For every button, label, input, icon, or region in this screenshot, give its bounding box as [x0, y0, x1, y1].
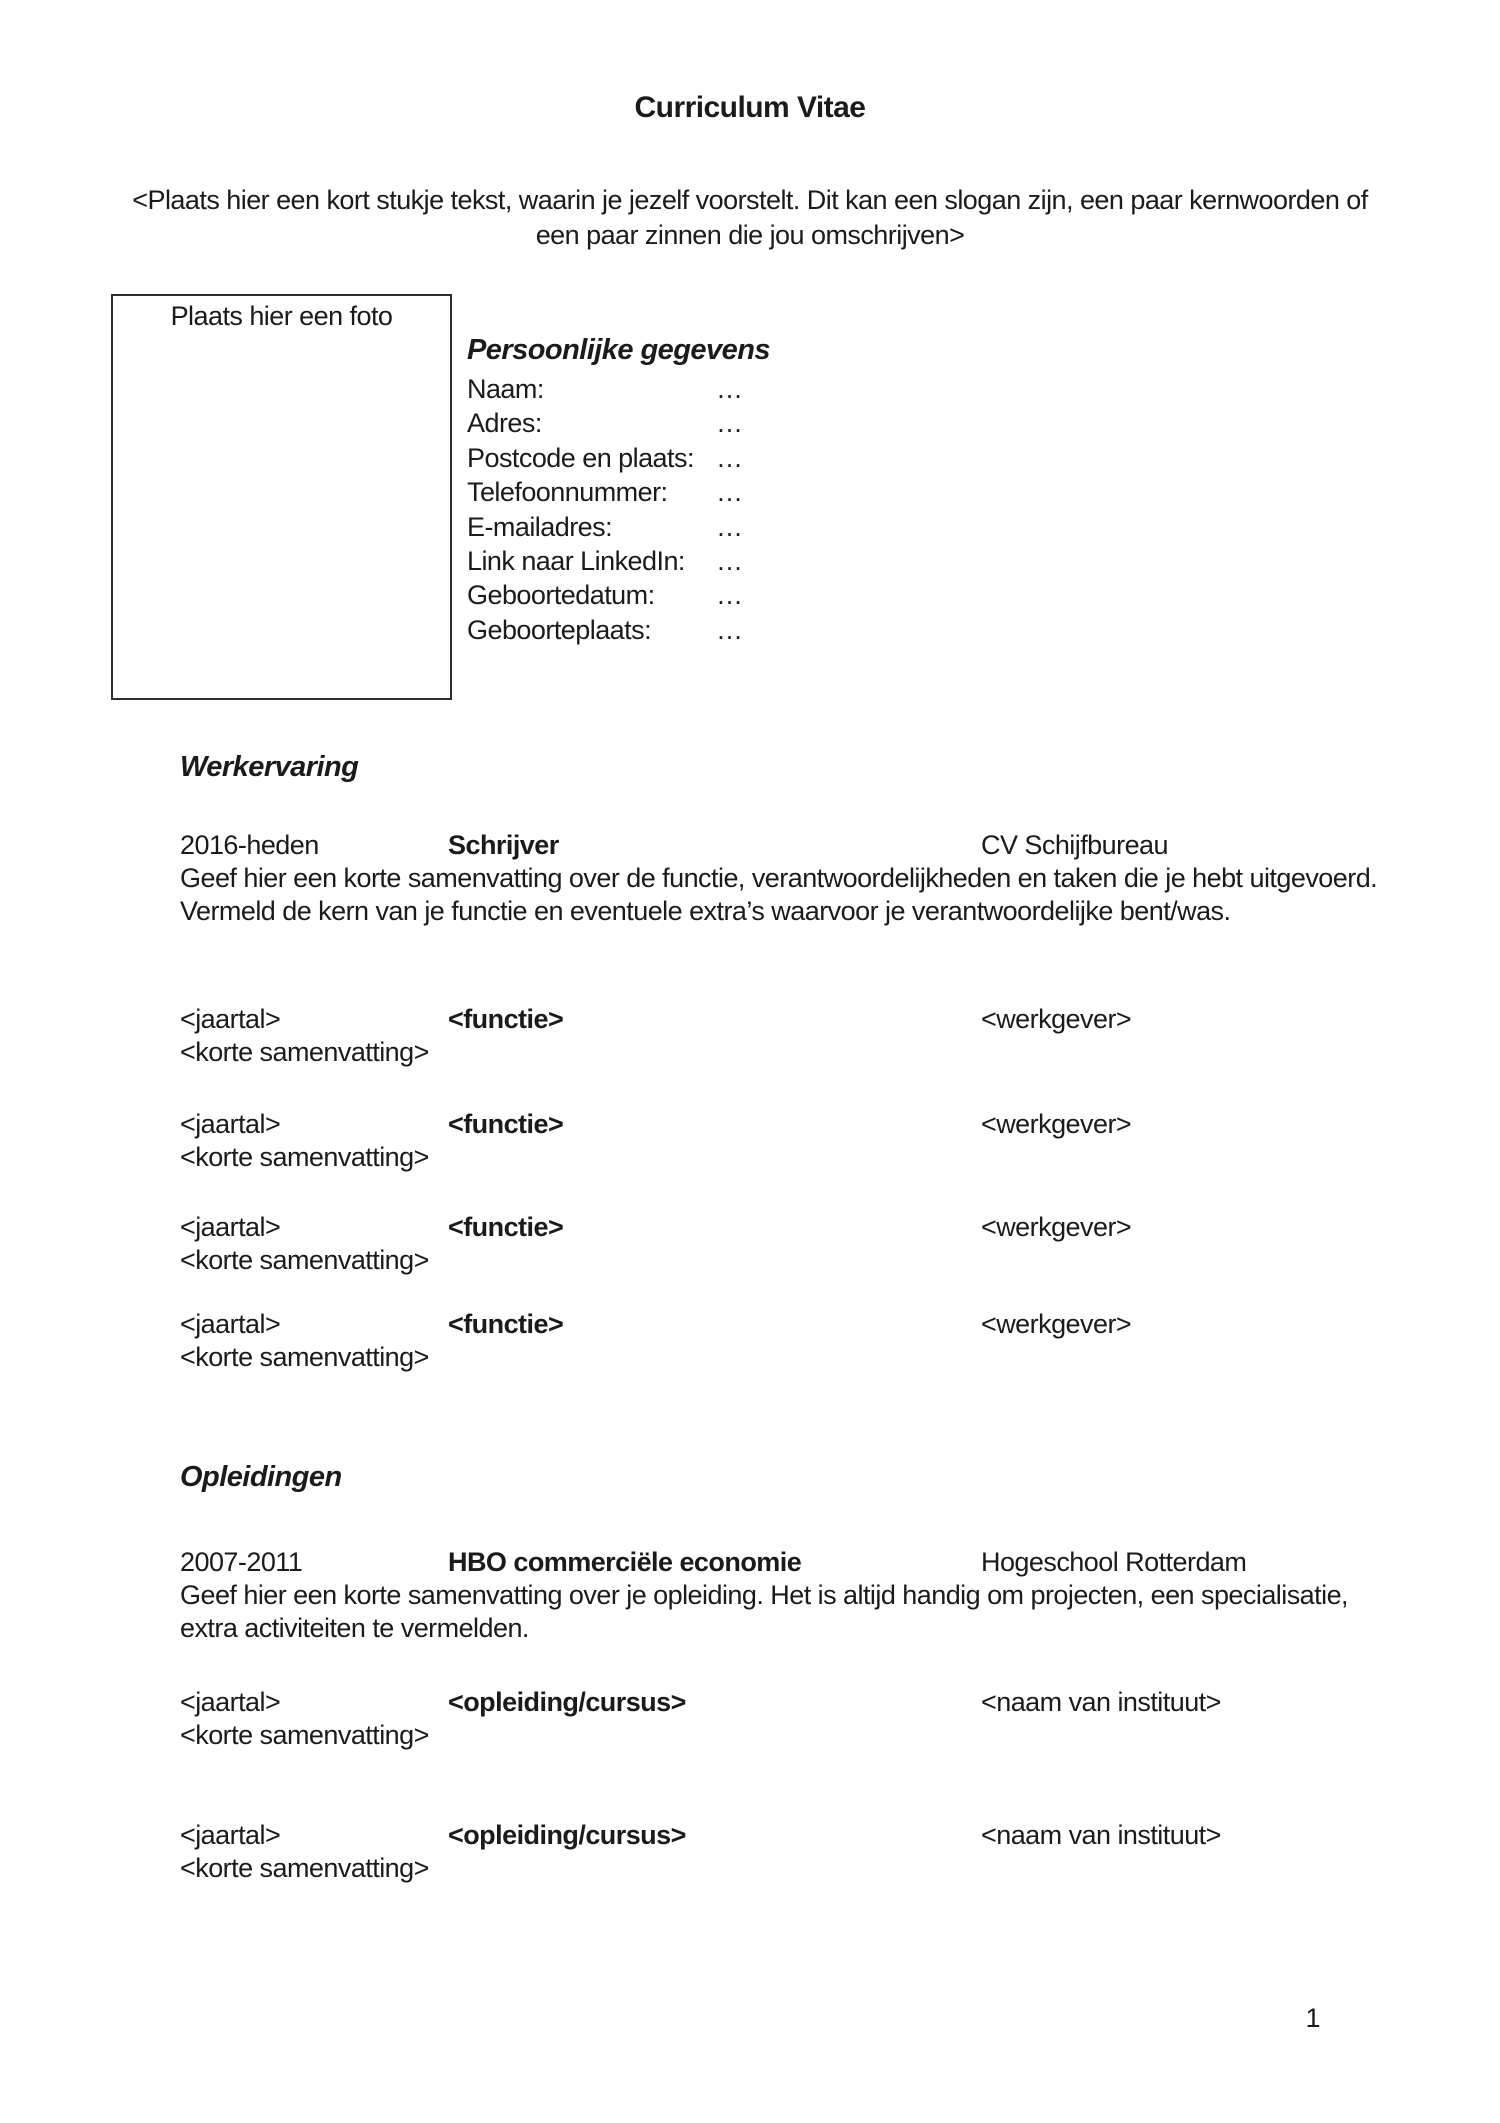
field-value: … — [716, 408, 743, 439]
entry-role: <functie> — [448, 1109, 564, 1139]
education-entry-row — [180, 1545, 1395, 1579]
entry-employer: <werkgever> — [981, 1109, 1132, 1139]
field-value: … — [716, 374, 743, 404]
work-entry — [180, 1307, 1395, 1374]
field-label: Adres: — [467, 408, 542, 439]
work-entry-row — [180, 1107, 1395, 1141]
entry-period: 2007-2011 — [180, 1547, 303, 1577]
entry-period: <jaartal> — [180, 1109, 281, 1139]
work-experience-section — [180, 748, 1395, 1374]
education-entry — [180, 1545, 1395, 1645]
entry-summary: <korte samenvatting> — [180, 1037, 429, 1067]
entry-employer: <naam van instituut> — [981, 1687, 1221, 1717]
field-value: … — [716, 442, 743, 473]
field-label: Link naar LinkedIn: — [467, 546, 685, 577]
education-entry-row — [180, 1818, 1395, 1852]
page-number: 1 — [1305, 2003, 1320, 2033]
entry-summary: Geef hier een korte samenvatting over de functie, verantwoordelijkheden en taken die je hebt uitgevoerd. Vermeld de kern van je functie en eventuele extra’s waarvoor je verantwoordelijke bent/was. — [180, 863, 1378, 926]
field-value: … — [716, 614, 743, 645]
field-value: … — [716, 477, 743, 508]
personal-details-heading: Persoonlijke gegevens — [467, 334, 770, 366]
education-entry — [180, 1818, 1395, 1885]
field-label: Geboorteplaats: — [467, 614, 652, 645]
entry-employer: <werkgever> — [981, 1212, 1132, 1242]
entry-role: <functie> — [448, 1309, 564, 1339]
entry-employer: <werkgever> — [981, 1004, 1132, 1034]
work-entry-row — [180, 1210, 1395, 1244]
work-entry — [180, 1002, 1395, 1069]
education-entry — [180, 1685, 1395, 1752]
field-label: Telefoonnummer: — [467, 477, 668, 508]
personal-field-row — [467, 578, 1087, 612]
entry-period: <jaartal> — [180, 1212, 281, 1242]
entry-summary: <korte samenvatting> — [180, 1853, 429, 1883]
field-value: … — [716, 511, 743, 542]
personal-field-row — [467, 613, 1087, 647]
field-label: E-mailadres: — [467, 511, 613, 542]
entry-period: <jaartal> — [180, 1820, 281, 1850]
intro-placeholder-text: <Plaats hier een kort stukje tekst, waarin je jezelf voorstelt. Dit kan een slogan zijn, een paar kernwoorden of een paar zinnen die jou omschrijven> — [132, 185, 1368, 250]
entry-role: <functie> — [448, 1004, 564, 1034]
entry-summary: <korte samenvatting> — [180, 1720, 429, 1750]
entry-period: <jaartal> — [180, 1004, 281, 1034]
personal-field-row — [467, 510, 1087, 544]
personal-field-row — [467, 441, 1087, 475]
entry-role: <functie> — [448, 1212, 564, 1242]
work-entry — [180, 1210, 1395, 1277]
entry-employer: <naam van instituut> — [981, 1820, 1221, 1850]
document-title: Curriculum Vitae — [634, 91, 866, 124]
personal-field-row — [467, 372, 1087, 406]
field-value: … — [716, 580, 743, 611]
work-entry-row — [180, 828, 1395, 862]
work-entry — [180, 1107, 1395, 1174]
entry-employer: CV Schijfbureau — [981, 830, 1169, 860]
entry-summary: <korte samenvatting> — [180, 1142, 429, 1172]
work-section-heading: Werkervaring — [180, 751, 359, 783]
personal-field-row — [467, 544, 1087, 578]
photo-placeholder-box — [111, 294, 452, 700]
entry-summary: Geef hier een korte samenvatting over je opleiding. Het is altijd handig om projecten, een specialisatie, extra activiteiten te vermelden. — [180, 1580, 1349, 1643]
entry-period: <jaartal> — [180, 1309, 281, 1339]
education-section-heading: Opleidingen — [180, 1461, 342, 1493]
entry-role: <opleiding/cursus> — [448, 1820, 686, 1850]
entry-summary: <korte samenvatting> — [180, 1245, 429, 1275]
personal-field-row — [467, 475, 1087, 509]
entry-role: <opleiding/cursus> — [448, 1687, 686, 1717]
photo-placeholder-label: Plaats hier een foto — [170, 301, 393, 331]
field-label: Geboortedatum: — [467, 580, 655, 611]
personal-details-block — [467, 331, 1087, 647]
entry-role: HBO commerciële economie — [448, 1547, 802, 1577]
work-entry — [180, 828, 1395, 928]
entry-summary: <korte samenvatting> — [180, 1342, 429, 1372]
work-entry-row — [180, 1002, 1395, 1036]
entry-period: 2016-heden — [180, 830, 319, 860]
entry-employer: <werkgever> — [981, 1309, 1132, 1339]
work-entry-row — [180, 1307, 1395, 1341]
entry-role: Schrijver — [448, 830, 559, 860]
field-label: Postcode en plaats: — [467, 442, 694, 473]
field-label: Naam: — [467, 374, 544, 404]
entry-period: <jaartal> — [180, 1687, 281, 1717]
personal-field-row — [467, 406, 1087, 440]
entry-employer: Hogeschool Rotterdam — [981, 1547, 1247, 1577]
field-value: … — [716, 546, 743, 577]
education-entry-row — [180, 1685, 1395, 1719]
education-section — [180, 1458, 1395, 1885]
